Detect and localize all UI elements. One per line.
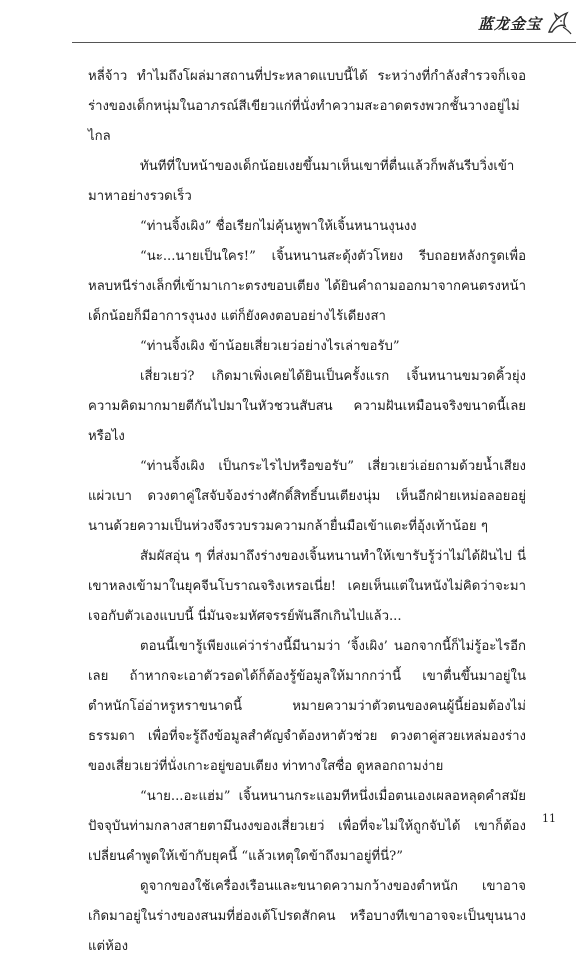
page-number: 11	[542, 812, 556, 825]
header-divider	[72, 42, 576, 43]
paragraph: “นาย...อะแฮ่ม” เจิ้นหนานกระแอมทีหนึ่งเมื่อตนเองเผลอหลุดคำสมัยปัจจุบันท่ามกลางสายตามึนงงของเสี่ยวเยว่ เพื่อที่จะไม่ให้ถูกจับได้ เขาก็ต้องเปลี่ยนคำพูดให้เข้ากับยุคนี้ “แล้วเหตุใดข้าถึงมาอยู่ที่นี่?”	[88, 789, 526, 864]
paragraph: “ท่านจิ้งเผิง ข้าน้อยเสี่ยวเยว่อย่างไรเล่าขอรับ”	[140, 339, 400, 354]
paragraph: เสี่ยวเยว่? เกิดมาเพิ่งเคยได้ยินเป็นครั้งแรก เจิ้นหนานขมวดคิ้วยุ่ง ความคิดมากมายตีกันไปมาในหัวชวนสับสน ความฝันเหมือนจริงขนาดนี้เลยหรือไง	[88, 369, 526, 444]
paragraph: ดูจากของใช้เครื่องเรือนและขนาดความกว้างของตำหนัก เขาอาจเกิดมาอยู่ในร่างของสนมที่ฮ่องเต้โปรดสักคน หรือบางทีเขาอาจจะเป็นขุนนาง แต่ห้อง	[88, 879, 526, 954]
paragraph: หลี่จ้าว ทำไมถึงโผล่มาสถานที่ประหลาดแบบนี้ได้ ระหว่างที่กำลังสำรวจก็เจอร่างของเด็กหนุ่มในอาภรณ์สีเขียวแก่ที่นั่งทำความสะอาดตรงพวกชั้นวางอยู่ไม่ไกล	[88, 69, 526, 144]
paragraph: ทันทีที่ใบหน้าของเด็กน้อยเงยขึ้นมาเห็นเขาที่ตื่นแล้วก็พลันรีบวิ่งเข้ามาหาอย่างรวดเร็ว	[88, 159, 515, 204]
paragraph: “นะ...นายเป็นใคร!” เจิ้นหนานสะดุ้งตัวโหยง รีบถอยหลังกรูดเพื่อหลบหนีร่างเล็กที่เข้ามาเกาะตรงขอบเตียง ได้ยินคำถามออกมาจากคนตรงหน้าเด็กน้อยก็มีอาการงุนงง แต่ก็ยังคงตอบอย่างไร้เดียงสา	[88, 249, 526, 324]
paragraph: “ท่านจิ้งเผิง” ชื่อเรียกไม่คุ้นหูพาให้เจิ้นหนานงุนงง	[140, 219, 417, 234]
paragraph: สัมผัสอุ่น ๆ ที่ส่งมาถึงร่างของเจิ้นหนานทำให้เขารับรู้ว่าไม่ได้ฝันไป นี่เขาหลงเข้ามาในยุคจีนโบราณจริงเหรอเนี่ย! เคยเห็นแต่ในหนังไม่คิดว่าจะมาเจอกับตัวเองแบบนี้ นี่มันจะมหัศจรรย์พันลึกเกินไปแล้ว...	[88, 549, 526, 624]
logo-text: 蓝龙金宝	[477, 14, 542, 33]
paragraph: ตอนนี้เขารู้เพียงแค่ว่าร่างนี้มีนามว่า ‘จิ้งเผิง’ นอกจากนี้ก็ไม่รู้อะไรอีกเลย ถ้าหากจะเอาตัวรอดได้ก็ต้องรู้ข้อมูลให้มากกว่านี้ เขาตื่นขึ้นมาอยู่ในตำหนักโอ่อ่าหรูหราขนาดนี้ หมายความว่าตัวตนของคนผู้นี้ย่อมต้องไม่ธรรมดา เพื่อที่จะรู้ถึงข้อมูลสำคัญจำต้องหาตัวช่วย ดวงตาคู่สวยเหล่มองร่างของเสี่ยวเยว่ที่นั่งเกาะอยู่ขอบเตียง ท่าทางใสซื่อ ดูหลอกถามง่าย	[88, 639, 526, 774]
paragraph: “ท่านจิ้งเผิง เป็นกระไรไปหรือขอรับ” เสี่ยวเยว่เอ่ยถามด้วยน้ำเสียงแผ่วเบา ดวงตาคู่ใสจับจ้องร่างศักดิ์สิทธิ์บนเตียงนุ่ม เห็นอีกฝ่ายเหม่อลอยอยู่นานด้วยความเป็นห่วงจึงรวบรวมความกล้ายื่นมือเข้าแตะที่อุ้งเท้าน้อย ๆ	[88, 459, 526, 534]
header-logo	[478, 10, 573, 36]
fox-brush-icon	[545, 10, 573, 36]
body-text	[88, 62, 526, 962]
